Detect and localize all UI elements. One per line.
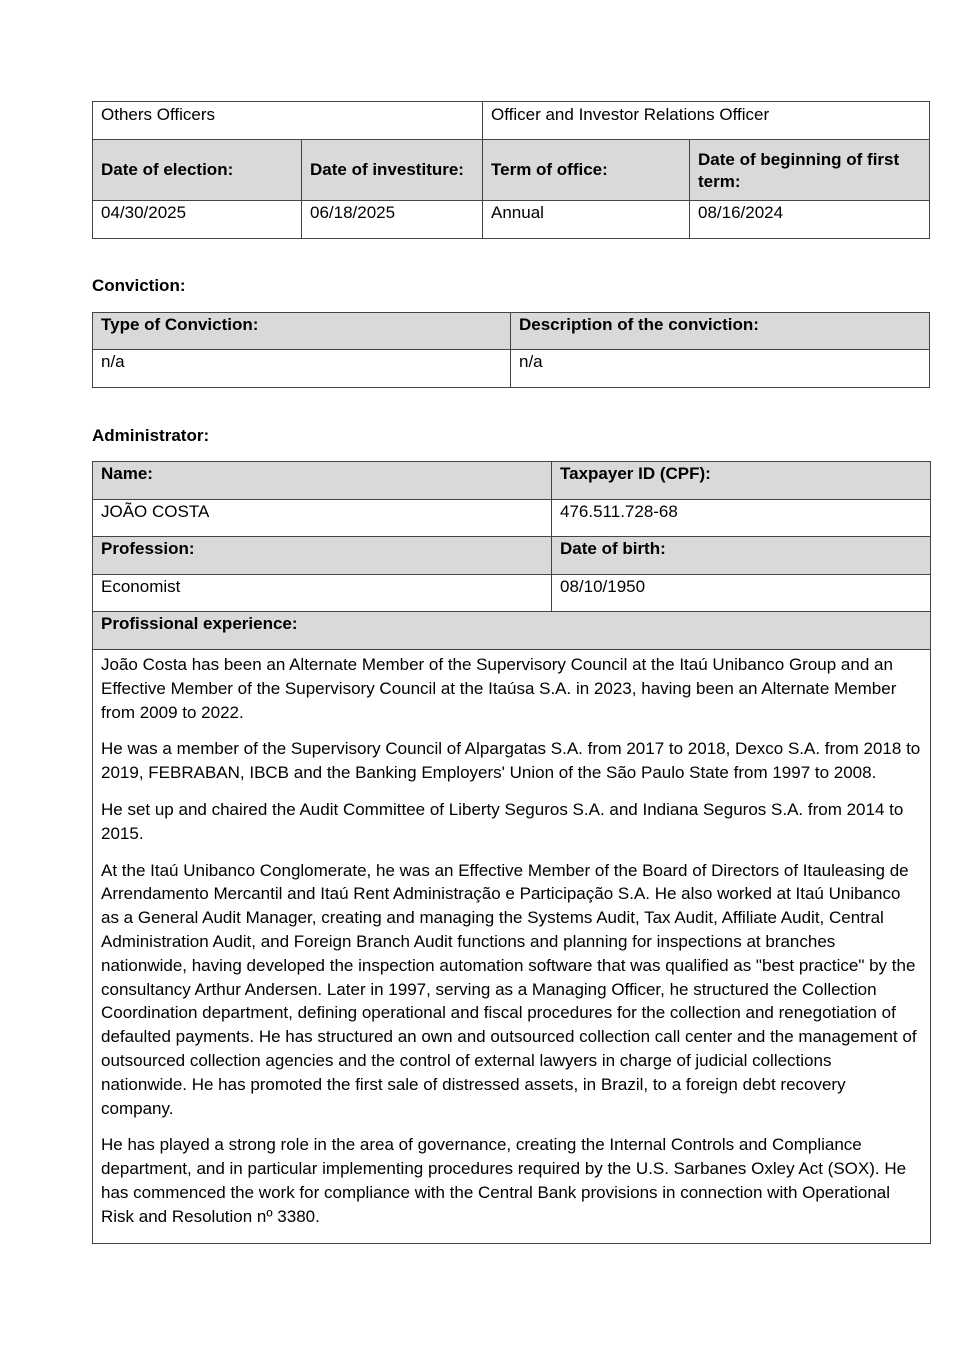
header-taxpayer-id: Taxpayer ID (CPF): [552,462,931,500]
value-date-of-election: 04/30/2025 [93,201,302,239]
header-date-of-birth: Date of birth: [552,537,931,575]
conviction-table [92,312,930,388]
experience-paragraph: João Costa has been an Alternate Member of the Supervisory Council at the Itaú Unibanco Group and an Effective Member of the Supervisory Council at the Itaúsa S.A. in 2023, having been an Alternate Member from 2009 to 2022. [101,655,897,722]
value-date-of-investiture: 06/18/2025 [302,201,483,239]
header-date-of-investiture: Date of investiture: [302,140,483,201]
officer-position: Officer and Investor Relations Officer [483,102,930,140]
value-description-of-conviction: n/a [511,350,930,388]
experience-paragraph: At the Itaú Unibanco Conglomerate, he was an Effective Member of the Board of Directors of Itauleasing de Arrendamento Mercantil and Itaú Rent Administração e Participação S.A. He also worked at Itaú Unibanco as a General Audit Manager, creating and managing the Systems Audit, Tax Audit, Affiliate Audit, Central Administration Audit, and Foreign Branch Audit functions and planning for inspections at branches nationwide, having developed the inspection automation software that was qualified as "best practice" by the consultancy Arthur Andersen. Later in 1997, serving as a Managing Officer, he structured the Collection Coordination department, defining operational and fiscal procedures for the collection and renegotiation of defaulted payments. He has structured an own and outsourced collection call center and the management of outsourced collection agencies and the control of external lawyers in charge of judicial collections nationwide. He has promoted the first sale of distressed assets, in Brazil, to a foreign debt recovery company. [101,860,917,1118]
value-date-of-birth: 08/10/1950 [552,575,931,612]
header-profession: Profession: [93,537,552,575]
header-name: Name: [93,462,552,500]
conviction-heading: Conviction: [92,276,186,295]
header-term-of-office: Term of office: [483,140,690,201]
experience-paragraph: He set up and chaired the Audit Committee of Liberty Seguros S.A. and Indiana Seguros S.A. from 2014 to 2015. [101,799,904,843]
value-term-of-office: Annual [483,201,690,239]
administrator-table [92,461,931,1244]
value-taxpayer-id: 476.511.728-68 [552,500,931,537]
professional-experience-body [93,650,931,1244]
value-name: JOÃO COSTA [93,500,552,537]
header-date-of-beginning: Date of beginning of first term: [690,140,930,201]
value-type-of-conviction: n/a [93,350,511,388]
header-professional-experience: Profissional experience: [93,612,931,650]
header-date-of-election: Date of election: [93,140,302,201]
administrator-heading: Administrator: [92,426,210,445]
officer-table [92,101,930,239]
officer-category: Others Officers [93,102,483,140]
value-date-of-beginning: 08/16/2024 [690,201,930,239]
header-type-of-conviction: Type of Conviction: [93,313,511,350]
experience-paragraph: He has played a strong role in the area of governance, creating the Internal Controls and Compliance department, and in particular implementing procedures required by the U.S. Sarbanes Oxley Act (SOX). He has commenced the work for compliance with the Central Bank provisions in connection with Operational Risk and Resolution nº 3380. [101,1135,907,1226]
header-description-of-conviction: Description of the conviction: [511,313,930,350]
experience-paragraph: He was a member of the Supervisory Council of Alpargatas S.A. from 2017 to 2018, Dexco S.A. from 2018 to 2019, FEBRABAN, IBCB and the Banking Employers' Union of the São Paulo State from 1997 to 2008. [101,739,921,783]
value-profession: Economist [93,575,552,612]
